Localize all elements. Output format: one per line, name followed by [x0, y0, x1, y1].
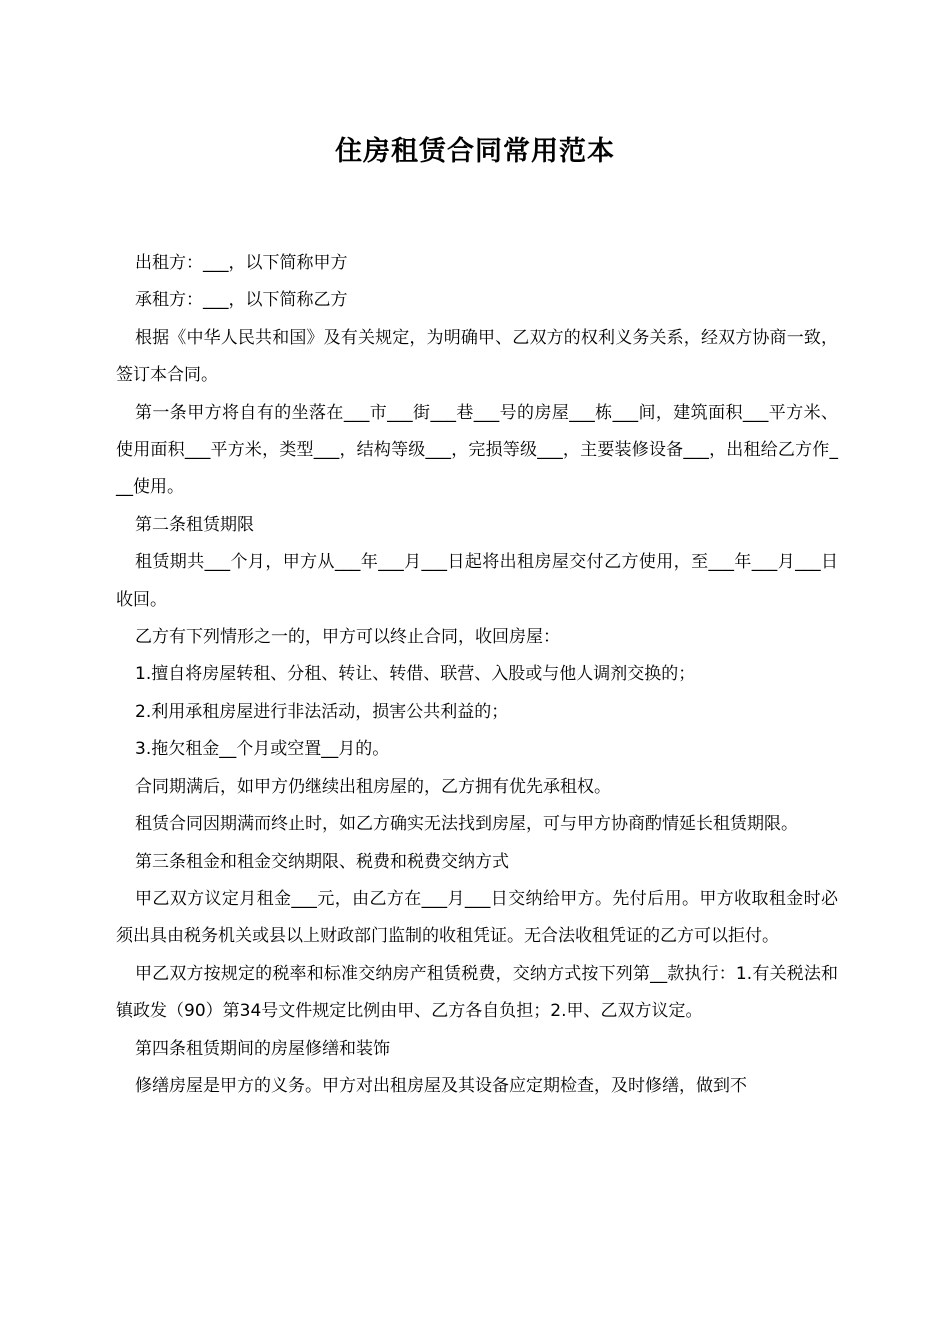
paragraph-termination-intro: 乙方有下列情形之一的，甲方可以终止合同，收回房屋：: [135, 627, 560, 648]
paragraph-lease-term: 租赁期共___个月，甲方从___年___月___日起将出租房屋交付乙方使用，至___年___月___日收回。: [116, 552, 838, 610]
paragraph-preamble: 根据《中华人民共和国》及有关规定，为明确甲、乙双方的权利义务关系，经双方协商一致，签订本合同。: [116, 327, 838, 386]
document-title: 住房租赁合同常用范本: [335, 136, 615, 167]
list-item-3: 3.拖欠租金__个月或空置__月的。: [135, 739, 390, 760]
paragraph-lessee: 承租方：___，以下简称乙方: [135, 290, 348, 311]
paragraph-rent: 甲乙双方议定月租金___元，由乙方在___月___日交纳给甲方。先付后用。甲方收取租金时必须出具由税务机关或县以上财政部门监制的收租凭证。无合法收租凭证的乙方可以拒付。: [116, 888, 838, 947]
paragraph-article-1: 第一条甲方将自有的坐落在___市___街___巷___号的房屋___栋___间，建筑面积___平方米、使用面积___平方米，类型___，结构等级___，完损等级___，主要装修设备___，出租给乙方作___使用。: [116, 402, 838, 498]
paragraph-extension: 租赁合同因期满而终止时，如乙方确实无法找到房屋，可与甲方协商酌情延长租赁期限。: [135, 814, 798, 835]
paragraph-taxes: 甲乙双方按规定的税率和标准交纳房产租赁税费，交纳方式按下列第__款执行：1.有关税法和镇政发（90）第34号文件规定比例由甲、乙方各自负担；2.甲、乙双方议定。: [116, 963, 838, 1022]
heading-article-3: 第三条租金和租金交纳期限、税费和税费交纳方式: [135, 851, 509, 872]
heading-article-2: 第二条租赁期限: [135, 514, 254, 535]
contract-body: [116, 245, 838, 1105]
paragraph-repairs: 修缮房屋是甲方的义务。甲方对出租房屋及其设备应定期检查，及时修缮，做到不: [135, 1075, 747, 1096]
list-item-1: 1.擅自将房屋转租、分租、转让、转借、联营、入股或与他人调剂交换的；: [135, 664, 696, 685]
paragraph-lessor: 出租方：___，以下简称甲方: [135, 253, 348, 273]
paragraph-priority-renewal: 合同期满后，如甲方仍继续出租房屋的，乙方拥有优先承租权。: [135, 776, 611, 797]
list-item-2: 2.利用承租房屋进行非法活动，损害公共利益的；: [135, 701, 509, 722]
heading-article-4: 第四条租赁期间的房屋修缮和装饰: [135, 1038, 390, 1059]
